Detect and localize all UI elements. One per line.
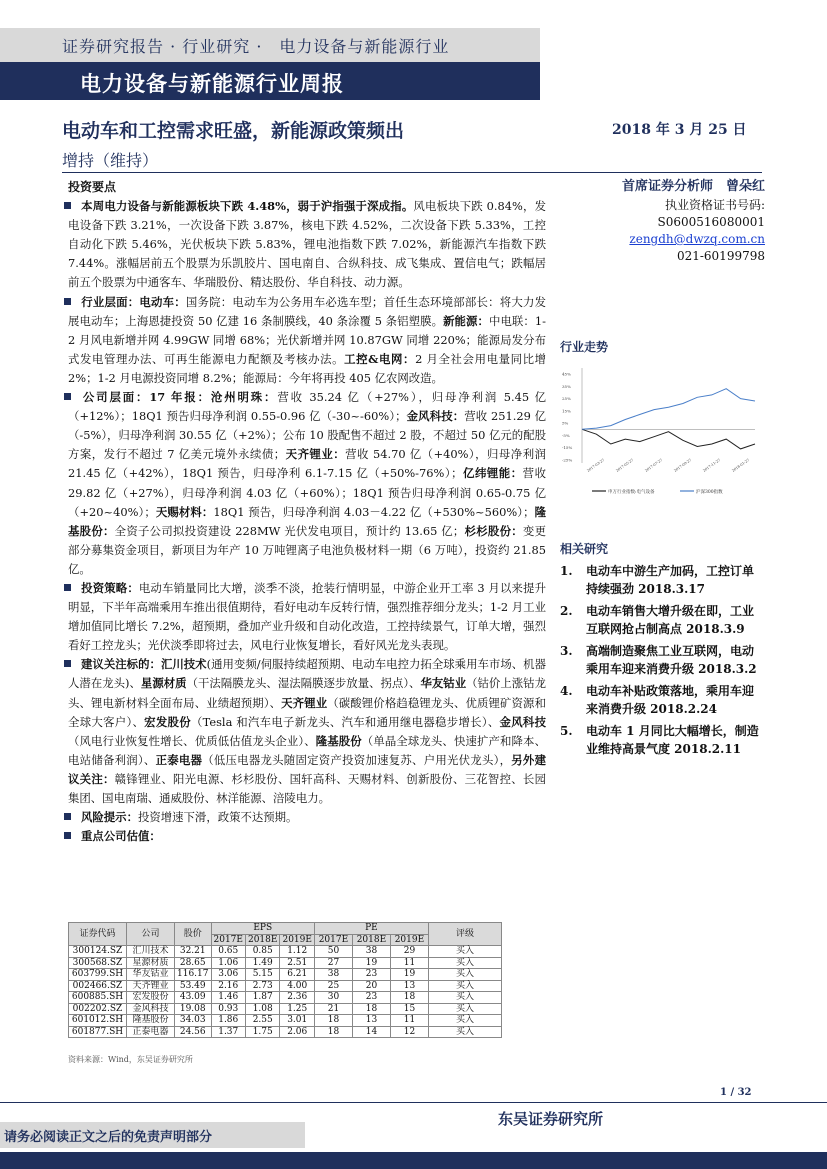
bullet-square-icon (64, 813, 71, 820)
y-tick-label: 5% (562, 420, 569, 426)
y-tick-label: 15% (562, 408, 571, 414)
breadcrumb: 证券研究报告 · 行业研究 · 电力设备与新能源行业 (62, 37, 450, 56)
table-row: 603799.SH 华友钴业 116.17 3.06 5.15 6.21 38 23 19 买入 (69, 969, 502, 981)
col-rating: 评级 (428, 923, 501, 946)
x-tick-label: 2018-01-27 (731, 457, 751, 473)
x-tick-label: 2017-09-27 (673, 457, 693, 473)
col-code: 证券代码 (69, 923, 127, 946)
main-content (68, 178, 546, 846)
y-tick-label: 25% (562, 396, 571, 402)
y-tick-label: 35% (562, 383, 571, 389)
col-pe: PE (314, 923, 428, 935)
col-company: 公司 (127, 923, 175, 946)
list-item[interactable]: 1. 电动车中游生产加码，工控订单持续强劲 2018.3.17 (560, 564, 755, 596)
x-tick-label: 2017-03-27 (586, 457, 606, 473)
y-tick-label: 45% (562, 371, 571, 377)
x-tick-label: 2017-07-27 (644, 457, 664, 473)
footer-divider (0, 1102, 827, 1103)
analyst-info (560, 178, 765, 265)
bullet-square-icon (64, 584, 71, 591)
col-eps: EPS (211, 923, 314, 935)
report-title: 电力设备与新能源行业周报 (80, 71, 344, 96)
title-band (0, 62, 540, 100)
series-line-hs300 (582, 389, 755, 430)
disclaimer-box (0, 1122, 305, 1148)
series-line-electrical (582, 429, 755, 449)
x-tick-label: 2017-11-27 (702, 457, 722, 473)
list-item[interactable]: 4. 电动车补贴政策落地，乘用车迎来消费升级 2018.2.24 (560, 684, 755, 716)
bullet-square-icon (64, 202, 71, 209)
list-item[interactable]: 3. 高端制造聚焦工业互联网，电动乘用车迎来消费升级 2018.3.2 (560, 644, 757, 676)
table-row: 300568.SZ 星源材质 28.65 1.06 1.49 2.51 27 19 11 买入 (69, 957, 502, 969)
key-points-title: 投资要点 (68, 180, 117, 194)
related-research-title: 相关研究 (560, 542, 609, 556)
bullet-square-icon (64, 298, 71, 305)
trend-chart (560, 362, 760, 502)
bullet-square-icon (64, 393, 71, 400)
page-number: 1 / 32 (720, 1087, 752, 1098)
x-tick-label: 2017-05-27 (615, 457, 635, 473)
table-row: 601012.SH 隆基股份 34.03 1.86 2.55 3.01 18 13 11 买入 (69, 1015, 502, 1027)
legend-label-hs300: 沪深300指数 (696, 490, 723, 495)
paragraph-strategy: 投资策略：电动车销量同比大增，淡季不淡，抢装行情明显，中游企业开工率 3 月以来提升明显，下半年高端乘用车推出很值期待，看好电动车反转行情，强烈推荐细分龙头；1-2 月工业增加值同比增长 7.2%，超预期，叠加产业升级和自动化改造，工控持续景气，订单大增，强烈看好工控龙头；光伏淡季即将过去，风电行业恢复增长，看好风光龙头表现。 (68, 579, 546, 655)
divider (62, 172, 762, 173)
list-item[interactable]: 2. 电动车销售大增升级在即，工业互联网抢占制高点 2018.3.9 (560, 604, 755, 636)
table-row: 002202.SZ 金风科技 19.08 0.93 1.08 1.25 21 18 15 买入 (69, 1003, 502, 1015)
table-row: 300124.SZ 汇川技术 32.21 0.65 0.85 1.12 50 38 29 买入 (69, 946, 502, 958)
organization-name: 东吴证券研究所 (498, 1110, 604, 1128)
y-tick-group (562, 372, 572, 463)
bottom-bar (0, 1152, 827, 1169)
table-row: 601877.SH 正泰电器 24.56 1.37 1.75 2.06 18 14 12 买入 (69, 1026, 502, 1038)
table-row: 002466.SZ 天齐锂业 53.49 2.16 2.73 4.00 25 20 13 买入 (69, 980, 502, 992)
headline: 电动车和工控需求旺盛，新能源政策频出 (62, 120, 405, 142)
paragraph-company: 公司层面：17 年报：沧州明珠：营收 35.24 亿（+27%），归母净利润 5.45 亿（+12%）；18Q1 预告归母净利润 0.55-0.96 亿（-30~-60%）；金风科技：营收 251.29 亿（-5%），归母净利润 30.55 亿（+2%）；公布 10 股配售不超过 2 股，不超过 50 亿元的配股方案，发行不超过 7 亿美元境外永续债；天齐锂业：营收 54.70 亿（+40%），归母净利润 21.45 亿（+42%），18Q1 预告，归母净利 6.1-7.15 亿（+50%-76%）；亿纬锂能：营收 29.82 亿（+27%），归母净利润 4.03 亿（+60%）；18Q1 预告归母净利润 0.65-0.75 亿（+20~40%）；天赐材料：18Q1 预告，归母净利润 4.03－4.22 亿（+530%~560%）；隆基股份：全资子公司拟投资建设 228MW 光伏发电项目，预计约 13.65 亿；杉杉股份：变更部分募集资金项目，新项目为年产 10 万吨锂离子电池负极材料一期（6 万吨），投资约 21.85 亿。 (68, 388, 546, 579)
header-band (0, 28, 540, 62)
analyst-email-link[interactable]: zengdh@dwzq.com.cn (629, 232, 765, 246)
rating: 增持（维持） (62, 151, 159, 170)
list-item[interactable]: 5. 电动车 1 月同比大幅增长，制造业维持高景气度 2018.2.11 (560, 724, 759, 756)
cert-number: S0600516080001 (657, 215, 765, 229)
cert-label: 执业资格证书号码: (664, 198, 765, 212)
y-tick-label: -5% (562, 432, 570, 438)
table-row: 600885.SH 宏发股份 43.09 1.46 1.87 2.36 30 23 18 买入 (69, 992, 502, 1004)
paragraph-valuation: 重点公司估值： (68, 827, 546, 846)
paragraph-risk: 风险提示：投资增速下滑，政策不达预期。 (68, 808, 546, 827)
bullet-square-icon (64, 832, 71, 839)
y-tick-label: -25% (562, 457, 573, 463)
analyst-phone: 021-60199798 (676, 249, 765, 263)
col-price: 股价 (175, 923, 212, 946)
paragraph-market: 本周电力设备与新能源板块下跌 4.48%，弱于沪指强于深成指。风电板块下跌 0.84%，发电设备下跌 3.21%，一次设备下跌 3.87%，核电下跌 4.52%，二次设备下跌 5.33%，工控自动化下跌 5.46%，光伏板块下跌 5.83%，锂电池指数下跌 7.02%，新能源汽车指数下跌 7.44%。涨幅居前五个股票为乐凯胶片、国电南自、合纵科技、成飞集成、置信电气；跌幅居前五个股票为中通客车、华瑞股份、精达股份、华自科技、动力源。 (68, 197, 546, 292)
trend-title: 行业走势 (560, 340, 609, 354)
related-research-list (560, 562, 765, 762)
x-tick-group (586, 458, 750, 473)
valuation-table: 证券代码 公司 股价 EPS PE 评级 2017E 2018E 2019E 2017E 2018E 2019E 300124.SZ 汇川技术 32.21 0.65 0.85 1.12 50 38 29 买入 300568.SZ 星源材质 28.65 1.06 1.49 2.51 27 19 11 买入 603799.SH 华友钴业 116.17 3.06 5.15 6.21 38 23 19 买入 002466.SZ 天齐锂业 53.49 2.16 2.73 4.00 25 20 13 买入 600885.SH 宏发股份 43.09 1.46 1.87 2.36 30 23 18 买入 002202.SZ 金风科技 19.08 0.93 1.08 1.25 21 18 15 买入 601012.SH 隆基股份 34.03 1.86 2.55 3.01 18 13 11 买入 601877.SH 正泰电器 24.56 1.37 1.75 2.06 18 14 12 买入 (68, 922, 502, 1038)
paragraph-picks: 建议关注标的：汇川技术(通用变频/伺服持续超预期、电动车电控力拓全球乘用车市场、机器人潜在龙头)、星源材质（干法隔膜龙头、湿法隔膜逐步放量、拐点）、华友钴业（钴价上涨钴龙头、锂电新材料全面布局、业绩超预期）、天齐锂业（碳酸锂价格趋稳锂龙头、优质锂矿资源和全球大客户）、宏发股份（Tesla 和汽车电子新龙头、汽车和通用继电器稳步增长）、金风科技（风电行业恢复性增长、优质低估值龙头企业）、隆基股份（单晶全球龙头、快速扩产和降本、电站储备利润）、正泰电器（低压电器龙头随固定资产投资加速复苏、户用光伏龙头），另外建议关注：赣锋锂业、阳光电源、杉杉股份、国轩高科、天赐材料、创新股份、三花智控、长园集团、国电南瑞、通威股份、林洋能源、涪陵电力。 (68, 655, 546, 808)
data-source: 资料来源：Wind，东吴证券研究所 (68, 1055, 193, 1064)
legend-label-electrical: 申万行业指数:电气设备 (608, 490, 655, 495)
analyst-name: 首席证券分析师 曾朵红 (621, 179, 765, 194)
report-date: 2018 年 3 月 25 日 (612, 122, 747, 138)
disclaimer-text: 请务必阅读正文之后的免责声明部分 (4, 1130, 213, 1145)
paragraph-industry: 行业层面：电动车：国务院：电动车为公务用车必选车型；首任生态环境部部长：将大力发展电动车；上海恩捷投资 50 亿建 16 条制膜线，40 条涂覆 5 条铝塑膜。新能源：中电联：1-2 月风电新增并网 4.99GW 同增 68%；光伏新增并网 10.87GW 同增 220%；能源局发分布式发电管理办法、可再生能源电力配额及考核办法。工控&电网：2 月全社会用电量同比增 2%；1-2 月电源投资同增 8.2%；能源局：今年将再投 405 亿农网改造。 (68, 293, 546, 388)
bullet-square-icon (64, 660, 71, 667)
y-tick-label: -15% (562, 445, 573, 451)
